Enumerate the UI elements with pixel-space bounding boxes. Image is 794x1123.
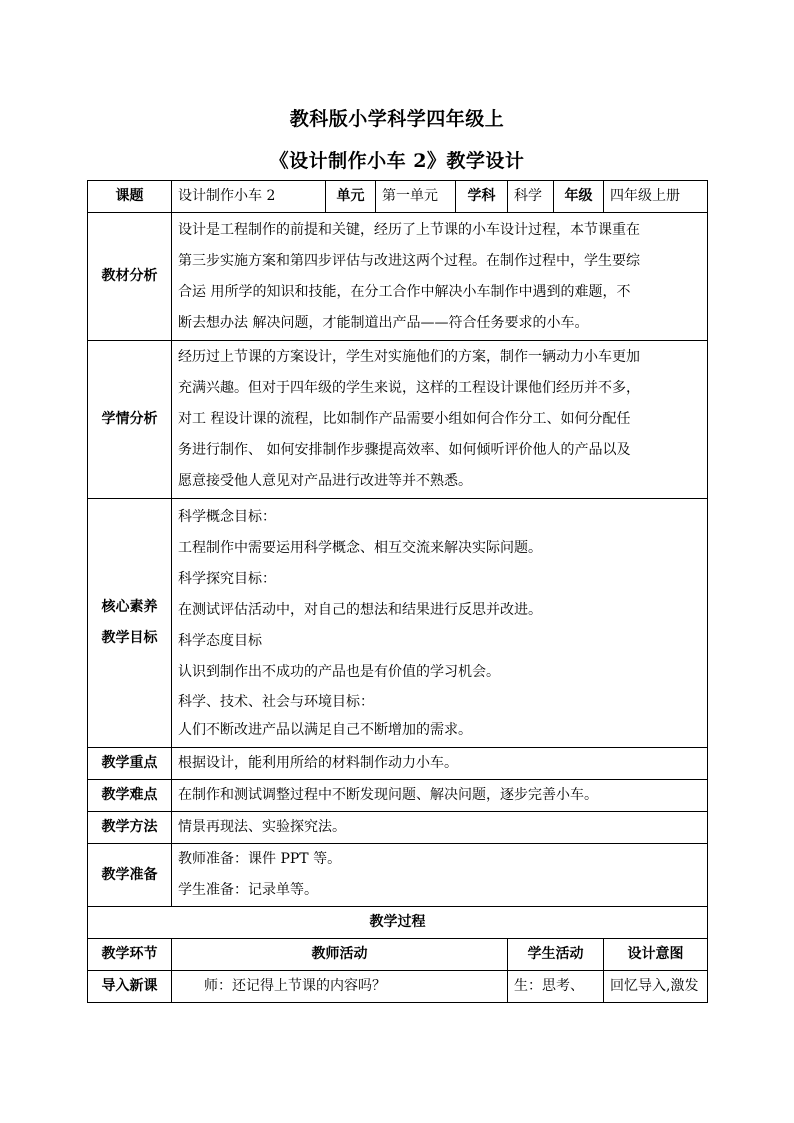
stage-cell: 导入新课	[88, 971, 172, 1003]
method-label: 教学方法	[88, 812, 172, 844]
goals-label	[88, 499, 172, 748]
document-subtitle: 《设计制作小车 2》教学设计	[269, 150, 525, 172]
goals-line: 科学、技术、社会与环境目标：	[178, 694, 374, 710]
difficulty-row	[88, 780, 708, 812]
process-heading: 教学过程	[88, 907, 708, 939]
material-line: 第三步实施方案和第四步评估与改进这两个过程。在制作过程中，学生要综	[178, 252, 640, 269]
topic-label: 课题	[88, 181, 172, 213]
student-analysis-row	[88, 341, 708, 499]
method-row	[88, 812, 708, 844]
grade-value: 四年级上册	[604, 181, 708, 213]
preparation-label: 教学准备	[88, 844, 172, 907]
students-text	[172, 341, 708, 499]
method-text: 情景再现法、实验探究法。	[172, 812, 708, 844]
key-point-row	[88, 748, 708, 780]
grade-label: 年级	[554, 181, 604, 213]
students-line: 充满兴趣。但对于四年级的学生来说，这样的工程设计课他们经历并不多，	[178, 380, 640, 396]
goals-line: 科学态度目标	[178, 633, 262, 649]
goals-label-line1: 核心素养	[101, 599, 158, 615]
preparation-line: 教师准备：课件 PPT 等。	[178, 851, 342, 867]
goals-row	[88, 499, 708, 748]
preparation-row	[88, 844, 708, 907]
process-heading-row	[88, 907, 708, 939]
material-line: 断去想办法 解决问题，才能制道出产品——符合任务要求的小车。	[178, 314, 589, 331]
material-label: 教材分析	[88, 213, 172, 341]
students-line: 经历过上节课的方案设计，学生对实施他们的方案，制作一辆动力小车更加	[178, 349, 640, 365]
header-row	[88, 181, 708, 213]
preparation-line: 学生准备：记录单等。	[178, 882, 318, 898]
goals-line: 在测试评估活动中，对自己的想法和结果进行反思并改进。	[178, 602, 542, 618]
student-cell: 生：思考、	[508, 971, 604, 1003]
goals-text	[172, 499, 708, 748]
material-text	[172, 213, 708, 341]
column-intent: 设计意图	[604, 939, 708, 971]
goals-label-line2: 教学目标	[101, 630, 158, 646]
students-line: 务进行制作、 如何安排制作步骤提高效率、如何倾听评价他人的产品以及	[178, 442, 631, 458]
teacher-cell: 师：还记得上节课的内容吗？	[172, 971, 508, 1003]
unit-label: 单元	[326, 181, 376, 213]
key-point-label: 教学重点	[88, 748, 172, 780]
preparation-text	[172, 844, 708, 907]
goals-line: 人们不断改进产品以满足自己不断增加的需求。	[178, 722, 472, 738]
document-title: 教科版小学科学四年级上	[289, 108, 505, 130]
process-row	[88, 971, 708, 1003]
subject-label: 学科	[456, 181, 508, 213]
topic-value: 设计制作小车 2	[172, 181, 326, 213]
material-line: 合运 用所学的知识和技能，在分工合作中解决小车制作中遇到的难题，不	[178, 283, 631, 300]
lesson-plan-table	[87, 180, 708, 1003]
key-point-text: 根据设计，能利用所给的材料制作动力小车。	[172, 748, 708, 780]
students-label: 学情分析	[88, 341, 172, 499]
process-columns-row	[88, 939, 708, 971]
column-stage: 教学环节	[88, 939, 172, 971]
goals-line: 工程制作中需要运用科学概念、相互交流来解决实际问题。	[178, 540, 542, 556]
material-analysis-row	[88, 213, 708, 341]
students-line: 愿意接受他人意见对产品进行改进等并不熟悉。	[178, 473, 472, 489]
goals-line: 认识到制作出不成功的产品也是有价值的学习机会。	[178, 664, 500, 680]
material-line: 设计是工程制作的前提和关键，经历了上节课的小车设计过程，本节课重在	[178, 221, 640, 238]
difficulty-label: 教学难点	[88, 780, 172, 812]
column-student: 学生活动	[508, 939, 604, 971]
goals-line: 科学探究目标：	[178, 571, 276, 587]
students-line: 对工 程设计课的流程，比如制作产品需要小组如何合作分工、如何分配任	[178, 411, 631, 427]
column-teacher: 教师活动	[172, 939, 508, 971]
intent-cell: 回忆导入,激发	[604, 971, 708, 1003]
goals-line: 科学概念目标：	[178, 509, 276, 525]
unit-value: 第一单元	[376, 181, 456, 213]
subject-value: 科学	[508, 181, 554, 213]
difficulty-text: 在制作和测试调整过程中不断发现问题、解决问题，逐步完善小车。	[172, 780, 708, 812]
